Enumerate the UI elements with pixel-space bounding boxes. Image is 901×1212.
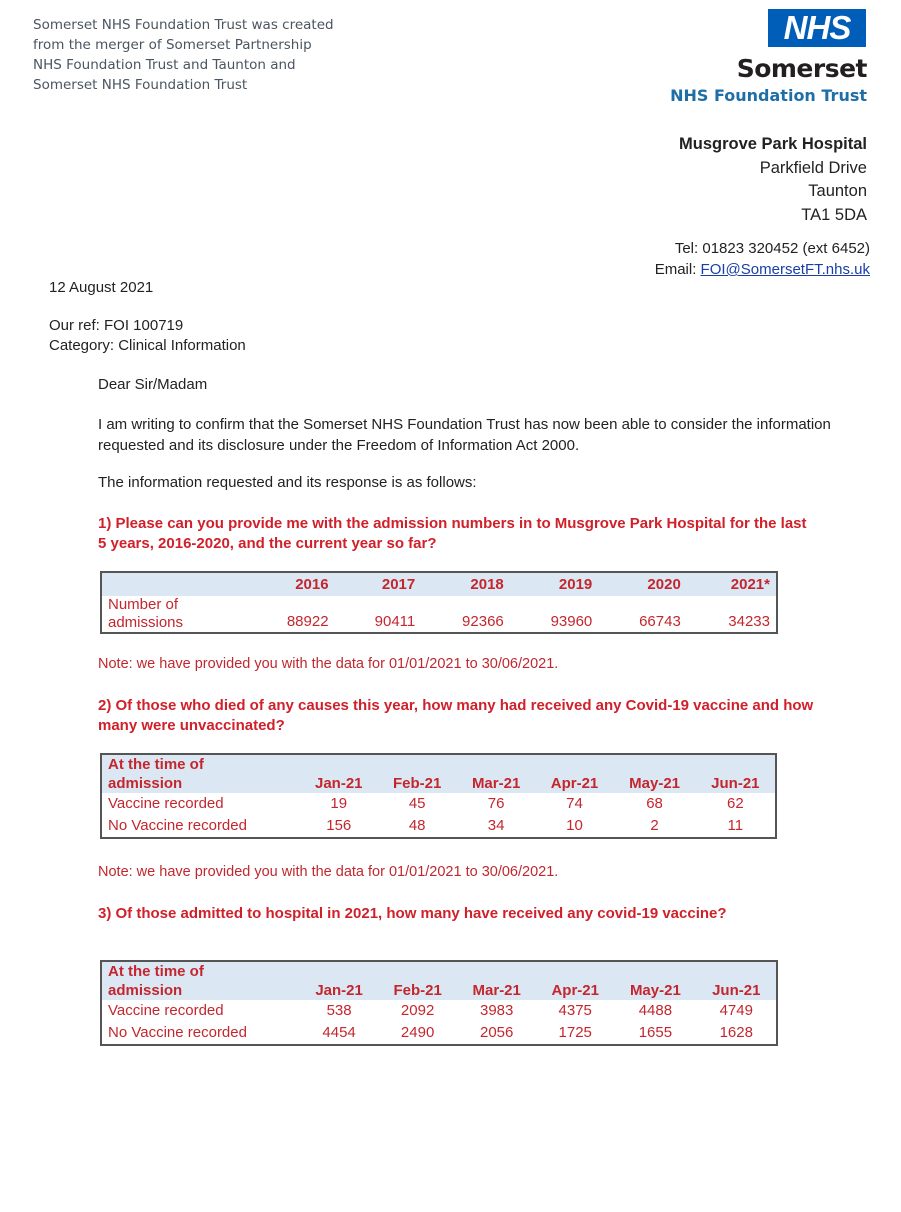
header-label-line: admission (108, 982, 183, 999)
column-header: Mar-21 (472, 982, 521, 999)
table-cell: 62 (727, 795, 744, 812)
column-header: 2021* (730, 575, 770, 593)
category: Category: Clinical Information (49, 337, 246, 354)
column-header: 2016 (295, 575, 329, 593)
header-label-line: admission (108, 775, 183, 792)
merger-line: Somerset NHS Foundation Trust (33, 77, 248, 93)
table-cell: 156 (326, 817, 352, 834)
table-cell: 1655 (638, 1024, 673, 1041)
header-label (101, 961, 300, 1000)
table-cell: 2490 (400, 1024, 435, 1041)
column-header: May-21 (629, 982, 681, 999)
column-header: Feb-21 (393, 982, 442, 999)
question-3: 3) Of those admitted to hospital in 2021, how many have received any covid-19 vaccine? (98, 905, 727, 922)
table-cell: 34 (487, 817, 505, 834)
column-header: 2020 (647, 575, 681, 593)
row-label: Vaccine recorded (108, 1002, 224, 1019)
table-cell: 11 (727, 817, 744, 834)
merger-line: NHS Foundation Trust and Taunton and (33, 57, 296, 73)
table-row (101, 793, 776, 815)
table-cell: 48 (408, 817, 426, 834)
reference-block (49, 316, 246, 356)
column-header: 2019 (558, 575, 593, 593)
follows-paragraph: The information requested and its response is as follows: (98, 474, 477, 491)
table-row (101, 815, 776, 838)
column-header: Jan-21 (315, 982, 363, 999)
table-cell: 2056 (480, 1024, 514, 1041)
hospital-name: Musgrove Park Hospital (679, 135, 867, 153)
org-subtitle: NHS Foundation Trust (670, 86, 867, 105)
row-label-line: admissions (108, 614, 184, 631)
table-cell: 2 (650, 817, 659, 834)
table-cell: 2092 (400, 1002, 435, 1019)
table-cell: 4454 (322, 1024, 356, 1041)
nhs-logo (768, 9, 866, 47)
column-header: Jan-21 (314, 775, 363, 792)
table-cell: 66743 (639, 613, 681, 630)
column-header: Apr-21 (550, 775, 599, 792)
table-header-row (101, 572, 777, 596)
table-header-row (101, 754, 776, 793)
address-postcode: TA1 5DA (801, 205, 867, 224)
intro-paragraph: I am writing to confirm that the Somerset NHS Foundation Trust has now been able to consider the information requested and its disclosure under the Freedom of Information Act 2000. (98, 416, 831, 454)
email-link[interactable]: FOI@SomersetFT.nhs.uk (700, 261, 870, 278)
admissions-table (100, 571, 778, 634)
table-cell: 68 (646, 795, 663, 812)
table-cell: 45 (408, 795, 426, 812)
salutation: Dear Sir/Madam (98, 376, 208, 393)
note-2: Note: we have provided you with the data for 01/01/2021 to 30/06/2021. (98, 864, 559, 880)
table-cell: 10 (566, 817, 583, 834)
merger-line: from the merger of Somerset Partnership (33, 37, 312, 53)
column-header: 2018 (470, 575, 504, 593)
table-cell: 1725 (558, 1024, 592, 1041)
column-header: Apr-21 (551, 982, 599, 999)
org-name: Somerset (736, 54, 867, 83)
merger-line: Somerset NHS Foundation Trust was created (33, 17, 334, 33)
tel-label: Tel: (674, 240, 699, 257)
table-row (101, 1022, 777, 1045)
email-line (655, 259, 870, 280)
table-cell: 4375 (558, 1002, 592, 1019)
table-cell: 4749 (719, 1002, 753, 1019)
row-label: No Vaccine recorded (108, 1024, 247, 1041)
letter-date: 12 August 2021 (49, 279, 154, 296)
table-cell: 93960 (550, 613, 593, 630)
nhs-logo-text: NHS (783, 9, 851, 46)
table-cell: 74 (566, 795, 583, 812)
column-header: Mar-21 (471, 775, 521, 792)
table-row (101, 1000, 777, 1022)
table-row (101, 596, 777, 633)
row-label: No Vaccine recorded (108, 817, 247, 834)
merger-statement (33, 15, 393, 95)
column-header: 2017 (381, 575, 416, 593)
tel-number: 01823 320452 (ext 6452) (702, 240, 870, 257)
admissions-vaccine-table (100, 960, 778, 1046)
telephone-line (655, 238, 870, 259)
header-blank (101, 572, 246, 596)
row-label (101, 596, 246, 633)
table-cell: 88922 (286, 613, 329, 630)
hospital-address (679, 133, 867, 227)
table-cell: 76 (487, 795, 505, 812)
reference-number: Our ref: FOI 100719 (49, 317, 184, 334)
table-cell: 34233 (728, 613, 770, 630)
column-header: May-21 (629, 775, 680, 792)
table-cell: 90411 (374, 613, 416, 630)
table-cell: 4488 (638, 1002, 673, 1019)
table-header-row (101, 961, 777, 1000)
table-cell: 538 (326, 1002, 352, 1019)
row-label: Vaccine recorded (108, 795, 224, 812)
header-label-line: At the time of (108, 963, 204, 980)
column-header: Feb-21 (392, 775, 442, 792)
deaths-vaccine-table (100, 753, 777, 839)
address-town: Taunton (808, 182, 867, 200)
table-cell: 19 (330, 795, 348, 812)
question-2: 2) Of those who died of any causes this year, how many had received any Covid-19 vaccine and how many were unvaccinated? (98, 697, 814, 734)
email-label: Email: (654, 261, 697, 278)
question-1: 1) Please can you provide me with the admission numbers in to Musgrove Park Hospital for the last 5 years, 2016-2020, and the current year so far? (98, 515, 807, 552)
note-1: Note: we have provided you with the data for 01/01/2021 to 30/06/2021. (98, 656, 559, 672)
address-street: Parkfield Drive (759, 158, 867, 177)
row-label-line: Number of (108, 596, 179, 613)
table-cell: 3983 (480, 1002, 514, 1019)
table-cell: 1628 (719, 1024, 753, 1041)
column-header: Jun-21 (712, 982, 761, 999)
header-label (101, 754, 300, 793)
table-cell: 92366 (462, 613, 504, 630)
column-header: Jun-21 (711, 775, 760, 792)
header-label-line: At the time of (108, 756, 204, 773)
contact-block (655, 238, 870, 280)
